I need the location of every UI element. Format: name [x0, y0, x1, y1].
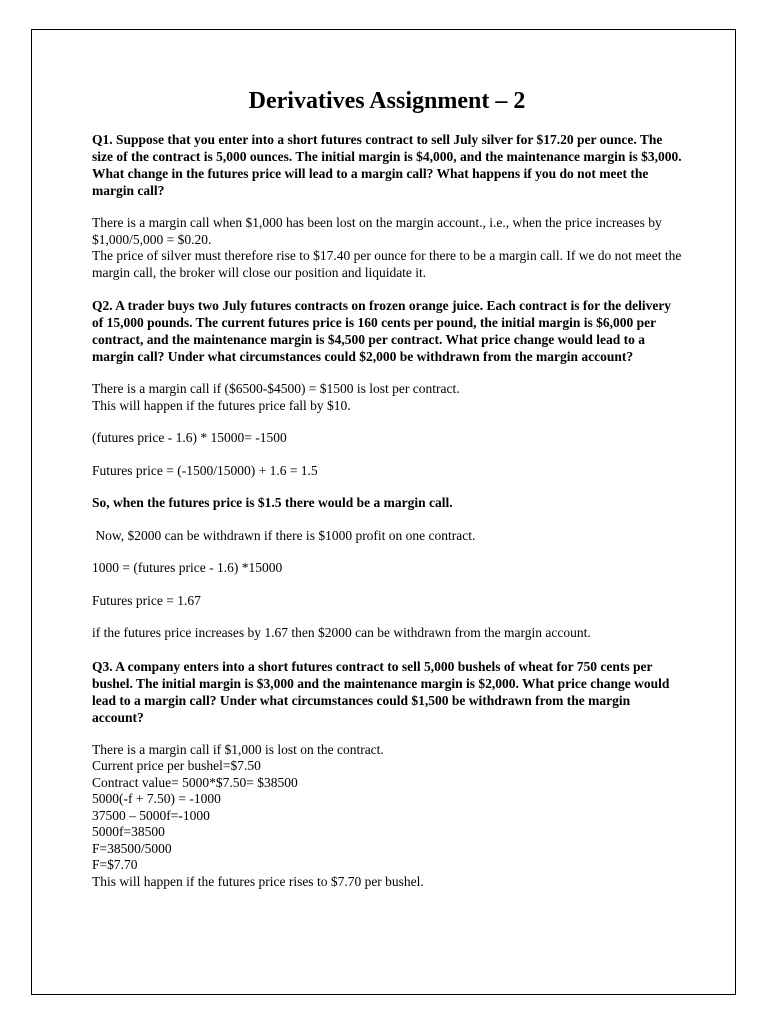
q3-answer-line: There is a margin call if $1,000 is lost on the contract.: [92, 741, 384, 757]
document-title: Derivatives Assignment – 2: [248, 88, 526, 114]
q2-answer-line: Now, $2000 can be withdrawn if there is $1000 profit on one contract.: [92, 527, 476, 543]
q3-answer-line: F=$7.70: [92, 857, 138, 872]
q1-answer-line: The price of silver must therefore rise to $17.40 per ounce for there to be a margin call. If we do not meet the margin call, the broker will close our position and liquidate it.: [92, 248, 682, 280]
q2-answer-line: There is a margin call if ($6500-$4500) = $1500 is lost per contract.: [92, 381, 460, 396]
q2-equation: Futures price = 1.67: [92, 592, 201, 608]
q3-answer-line: 5000f=38500: [92, 824, 165, 839]
q3-answer-line: Contract value= 5000*$7.50= $38500: [92, 774, 298, 790]
q1-question: Q1. Suppose that you enter into a short futures contract to sell July silver for $17.20 per ounce. The size of the contract is 5,000 ounces. The initial margin is $4,000, and the maintenance margin is $3,000. What change in the futures price will lead to a margin call? What happens if you do not meet the margin call?: [92, 132, 682, 198]
q1-answer-line: There is a margin call when $1,000 has been lost on the margin account., i.e., when the price increases by $1,000/5,000 = $0.20.: [92, 215, 662, 247]
q2-answer-line: This will happen if the futures price fall by $10.: [92, 397, 351, 413]
q2-question: Q2. A trader buys two July futures contracts on frozen orange juice. Each contract is for the delivery of 15,000 pounds. The current futures price is 160 cents per pound, the initial margin is $6,000 per contract, and the maintenance margin is $4,500 per contract. What price change would lead to a margin call? Under what circumstances could $2,000 be withdrawn from the margin account?: [92, 298, 672, 364]
q3-answer-line: F=38500/5000: [92, 840, 172, 856]
q2-equation: 1000 = (futures price - 1.6) *15000: [92, 560, 283, 575]
q3-answer-line: This will happen if the futures price rises to $7.70 per bushel.: [92, 873, 424, 889]
q2-answer-line: if the futures price increases by 1.67 then $2000 can be withdrawn from the margin account.: [92, 625, 591, 640]
q3-question: Q3. A company enters into a short futures contract to sell 5,000 bushels of wheat for 750 cents per bushel. The initial margin is $3,000 and the maintenance margin is $2,000. What price change would lead to a margin call? Under what circumstances could $1,500 be withdrawn from the margin account?: [92, 658, 670, 725]
q3-answer-line: 5000(-f + 7.50) = -1000: [92, 791, 221, 806]
q3-answer-line: Current price per bushel=$7.50: [92, 758, 261, 773]
q2-equation: Futures price = (-1500/15000) + 1.6 = 1.5: [92, 462, 318, 478]
q2-equation: (futures price - 1.6) * 15000= -1500: [92, 430, 287, 445]
q2-conclusion: So, when the futures price is $1.5 there would be a margin call.: [92, 495, 453, 510]
document-body: [92, 86, 682, 890]
q3-answer-line: 37500 – 5000f=-1000: [92, 807, 210, 823]
